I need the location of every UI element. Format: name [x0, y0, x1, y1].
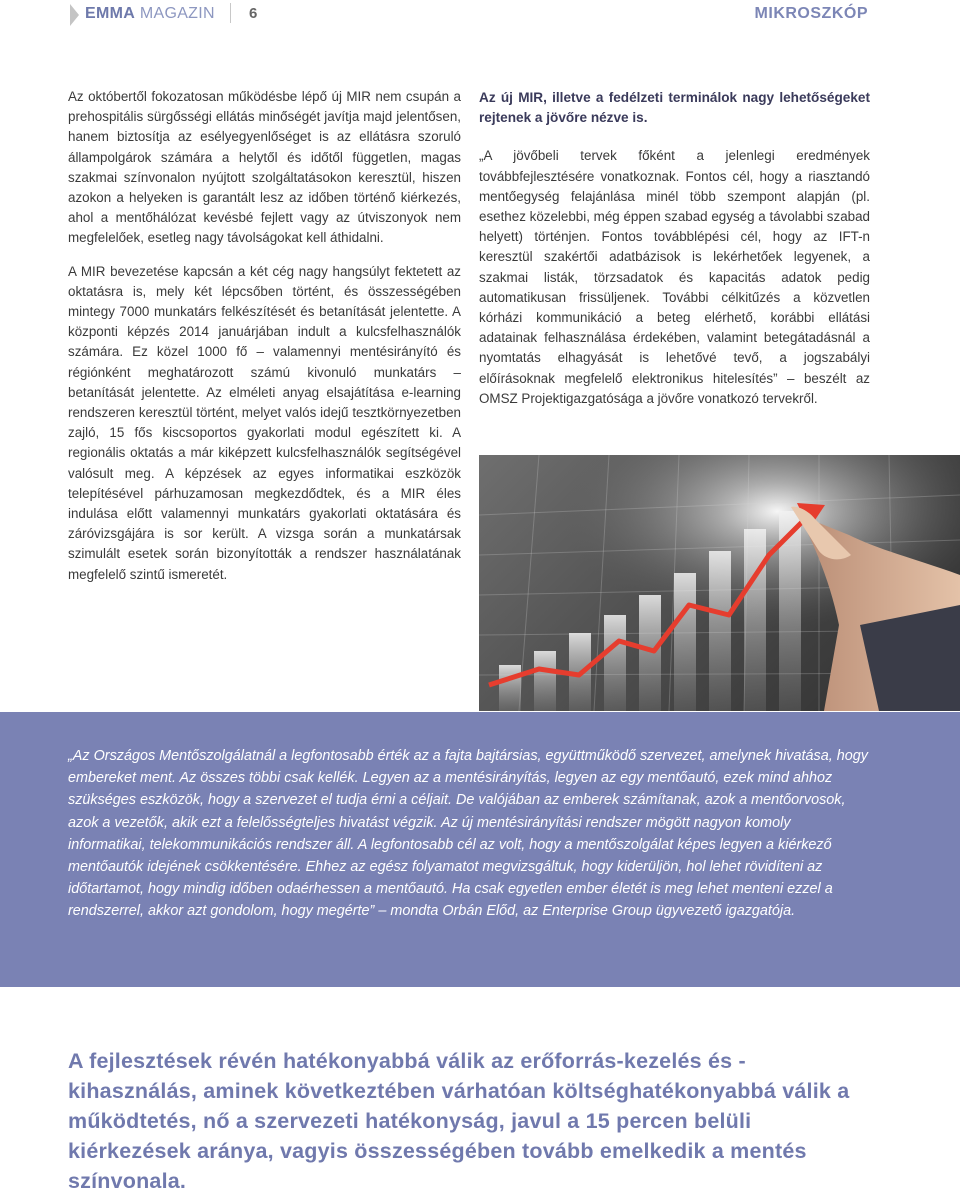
highlight-statement: A fejlesztések révén hatékonyabbá válik az erőforrás-kezelés és -kihasználás, aminek következtében várhatóan költséghatékonyabbá válik a működtetés, nő a szervezeti hatékonyság, javul a 15 percen belüli kiérkezések aránya, vagyis összességében tovább emelkedik a mentés színvonala. — [68, 1049, 850, 1193]
body-paragraph: Az októbertől fokozatosan működésbe lépő új MIR nem csupán a prehospitális sürgősségi ellátás minőségét javítja majd jelentősen, hanem biztosítja az esélyegyenlőséget is az ellátásra szoruló állampolgárok számára a helytől és időtől független, magas szakmai színvonalon nyújtott szolgáltatásokon keresztül, hiszen azokon a helyeken is garantált lesz az időben történő kiérkezés, ahol a mentőhálózat kevésbé fejlett vagy az útviszonyok nem megfelelőek, esetleg nagy távolságokat kell áthidalni. — [68, 89, 461, 246]
left-column — [68, 87, 461, 585]
body-paragraph: „A jövőbeli tervek főként a jelenlegi eredmények továbbfejlesztésére vonatkoznak. Fontos cél, hogy a riasztandó mentőegység felajánlása minél több szempont alapján (pl. esethez közelebbi, még éppen szabad egység a távolabbi szabad helyett) történjen. Fontos továbblépési cél, hogy az IFT-n keresztül szakértői adatbázisok is lekérhetőek legyenek, a szakmai listák, törzsadatok és kapacitás adatok pedig automatikusan frissüljenek. További célkitűzés a közvetlen kórházi kommunikáció a beteg elérhető, korábbi ellátási adatainak felhasználása érdekében, valamint betegátadásnál a nyomtatás elhagyását is lehetővé tevő, a jogszabályi előírásoknak megfelelő elektronikus hitelesítés” – beszélt az OMSZ Projektigazgatósága a jövőre vonatkozó tervekről. — [479, 148, 870, 406]
growth-chart-illustration — [479, 455, 960, 711]
page-header — [0, 0, 960, 30]
body-paragraph: A MIR bevezetése kapcsán a két cég nagy hangsúlyt fektetett az oktatásra is, mely két lépcsőben történt, és összességében mintegy 7000 munkatárs felkészítését és betanítását jelentette. A központi képzés 2014 januárjában indult a kulcsfelhasználók számára. Ez közel 1000 fő – valamennyi mentésirányító és régiónként meghatározott számú kivonuló munkatárs – betanítását jelentette. Az elméleti anyag elsajátítása e-learning rendszeren keresztül történt, melyet valós idejű tesztkörnyezetben zajló, 15 fős kiscsoportos gyakorlati modul egészített ki. A regionális oktatás a már kiképzett kulcsfelhasználók segítségével valósult meg. A képzések az egyes informatikai eszközök telepítésével párhuzamosan megkezdődtek, és a MIR éles indulása előtt valamennyi munkatárs gyakorlati oktatására és záróvizsgájára is sor került. A vizsga során a munkatársak szimulált esetek során bizonyították a rendszer használatának megfelelő szintű ismeretét. — [68, 263, 461, 582]
section-title: MIKROSZKÓP — [754, 5, 868, 22]
triangle-marker-icon — [70, 4, 79, 26]
header-divider — [230, 3, 231, 23]
right-column — [479, 88, 870, 409]
lead-paragraph: Az új MIR, illetve a fedélzeti terminálok nagy lehetőségeket rejtenek a jövőre nézve is. — [479, 90, 870, 126]
page-number: 6 — [249, 5, 258, 22]
brand-name: EMMA — [85, 5, 136, 22]
brand-subtitle: MAGAZIN — [139, 5, 215, 22]
rising-chart-photo — [479, 455, 960, 711]
magazine-brand — [85, 5, 215, 23]
pull-quote: „Az Országos Mentőszolgálatnál a legfontosabb érték az a fajta bajtársias, együttműködő szervezet, amelynek hivatása, hogy embereket ment. Az összes többi csak kellék. Legyen az a mentésirányítás, legyen az egy mentőautó, ezek mind ahhoz szükséges eszközök, hogy a szervezet el tudja érni a céljait. De valójában az emberek számítanak, azok a mentőorvosok, azok a vezetők, akik ezt a felelősségteljes hivatást végzik. Az új mentésirányítási rendszer mögött nagyon komoly informatikai, telekommunikációs rendszer áll. A legfontosabb cél az volt, hogy a mentőszolgálat képes legyen a kiérkező mentőautók idejének csökkentésére. Ehhez az egész folyamatot megvizsgáltuk, hogy kiderüljön, hol lehet rövidíteni az időtartamot, hogy mindig időben odaérhessen a mentőautó. Ha csak egyetlen ember életét is meg lehet menteni ezzel a rendszerrel, akkor azt gondolom, hogy megérte” – mondta Orbán Előd, az Enterprise Group ügyvezető igazgatója. — [68, 748, 868, 920]
